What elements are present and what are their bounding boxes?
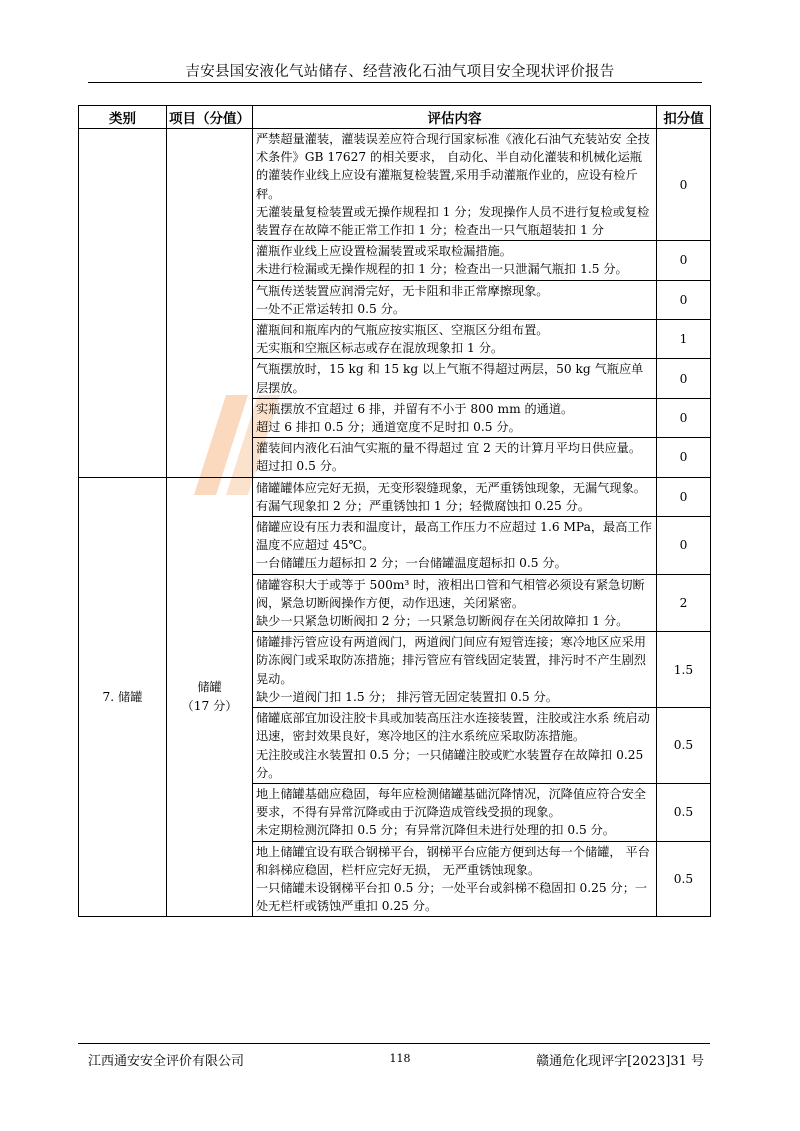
content-line: 储罐容积大于或等于 500m³ 时，液相出口管和气相管必须设有紧急切断阀，紧急切断阀操作方便，动作迅速，关闭紧密。 (256, 577, 645, 610)
content-cell (253, 632, 657, 708)
content-cell (253, 708, 657, 784)
content-cell (253, 241, 657, 280)
content-cell (253, 129, 657, 241)
content-cell (253, 841, 657, 917)
content-line: 灌瓶作业线上应设置检漏装置或采取检漏措施。 (256, 244, 512, 259)
content-cell (253, 783, 657, 841)
content-cell (253, 280, 657, 319)
content-cell (253, 574, 657, 632)
content-line: 缺少一只紧急切断阀扣 2 分；一只紧急切断阀存在关闭故障扣 1 分。 (256, 614, 629, 629)
deduction-cell: 0 (657, 398, 711, 437)
deduction-cell: 0.5 (657, 783, 711, 841)
content-line: 未进行检漏或无操作规程的扣 1 分；检查出一只泄漏气瓶扣 1.5 分。 (256, 262, 628, 277)
content-line: 储罐排污管应设有两道阀门，两道阀门间应有短管连接；寒冷地区应采用防冻阀门或采取防冻措施；排污管应有管线固定装置，排污时不产生剧烈晃动。 (256, 635, 646, 686)
deduction-cell: 1.5 (657, 632, 711, 708)
deduction-cell: 1 (657, 320, 711, 359)
content-cell (253, 517, 657, 575)
content-line: 严禁超量灌装，灌装误差应符合现行国家标准《液化石油气充装站安 全技术条件》GB 17627 的相关要求， 自动化、半自动化灌装和机械化运瓶 的灌装作业线上应设有灌瓶复检装置,采用手动灌瓶作业的，应设有检斤秤。 (256, 132, 650, 201)
header-title: 吉安县国安液化气站储存、经营液化石油气项目安全现状评价报告 (185, 64, 615, 80)
column-header-deduction: 扣分值 (657, 106, 711, 129)
content-line: 灌瓶间和瓶库内的气瓶应按实瓶区、空瓶区分组布置。 (256, 323, 549, 338)
content-cell (253, 398, 657, 437)
content-line: 地上储罐基础应稳固，每年应检测储罐基础沉降情况，沉降值应符合安全要求，不得有异常沉降或由于沉降造成管线受损的现象。 (256, 786, 646, 820)
column-header-item: 项目（分值） (167, 106, 253, 129)
table-body (79, 129, 711, 917)
category-cell (79, 129, 167, 478)
deduction-cell: 0 (657, 359, 711, 398)
header-rule (88, 82, 702, 83)
content-line: 未定期检测沉降扣 0.5 分；有异常沉降但未进行处理的扣 0.5 分。 (256, 823, 615, 838)
table-row (79, 477, 711, 516)
evaluation-table (78, 105, 711, 917)
content-line: 无实瓶和空瓶区标志或存在混放现象扣 1 分。 (256, 341, 504, 356)
content-line: 一处不正常运转扣 0.5 分。 (256, 301, 406, 316)
item-cell (167, 129, 253, 478)
table-header-row (79, 106, 711, 129)
content-line: 气瓶传送装置应润滑完好，无卡阻和非正常摩擦现象。 (256, 283, 549, 298)
content-line: 地上储罐宜设有联合钢梯平台，钢梯平台应能方便到达每一个储罐， 平台和斜梯应稳固，栏杆应完好无损， 无严重锈蚀现象。 (256, 844, 650, 877)
deduction-cell: 0 (657, 241, 711, 280)
content-cell (253, 359, 657, 398)
deduction-cell: 0.5 (657, 841, 711, 917)
deduction-cell: 0 (657, 517, 711, 575)
content-line: 实瓶摆放不宜超过 6 排，并留有不小于 800 mm 的通道。 (256, 401, 574, 416)
deduction-cell: 0 (657, 477, 711, 516)
column-header-content: 评估内容 (253, 106, 657, 129)
category-cell: 7. 储罐 (79, 477, 167, 917)
column-header-category: 类别 (79, 106, 167, 129)
content-cell (253, 320, 657, 359)
item-cell (167, 477, 253, 917)
content-cell (253, 477, 657, 516)
content-line: 储罐应设有压力表和温度计，最高工作压力不应超过 1.6 MPa，最高工作温度不应超过 45℃。 (256, 520, 652, 553)
footer-rule (78, 1043, 710, 1044)
content-cell (253, 438, 657, 477)
content-line: 储罐底部宜加设注胶卡具或加装高压注水连接装置，注胶或注水系 统启动迅速，密封效果良好，寒冷地区的注水系统应采取防冻措施。 (256, 711, 650, 744)
footer-page-number: 118 (389, 1052, 411, 1065)
content-line: 灌装间内液化石油气实瓶的量不得超过 宜 2 天的计算月平均日供应量。超过扣 0.5 分。 (256, 441, 642, 474)
content-line: 超过 6 排扣 0.5 分；通道宽度不足时扣 0.5 分。 (256, 420, 521, 435)
item-score: （17 分） (181, 698, 238, 713)
content-line: 无灌装量复检装置或无操作规程扣 1 分；发现操作人员不进行复检或复检装置存在故障不能正常工作扣 1 分；检查出一只气瓶超装扣 1 分 (256, 204, 650, 238)
footer-doc-number: 赣通危化现评字[2023]31 号 (536, 1054, 704, 1069)
content-line: 无注胶或注水装置扣 0.5 分；一只储罐注胶或贮水装置存在故障扣 0.25 分。 (256, 747, 644, 780)
content-line: 一只储罐未设钢梯平台扣 0.5 分；一处平台或斜梯不稳固扣 0.25 分；一处无栏杆或锈蚀严重扣 0.25 分。 (256, 880, 648, 914)
deduction-cell: 2 (657, 574, 711, 632)
content-line: 储罐罐体应完好无损，无变形裂缝现象，无严重锈蚀现象，无漏气现象。 (256, 480, 646, 495)
deduction-cell: 0 (657, 438, 711, 477)
table-row (79, 129, 711, 241)
content-line: 一台储罐压力超标扣 2 分；一台储罐温度超标扣 0.5 分。 (256, 556, 567, 571)
deduction-cell: 0 (657, 280, 711, 319)
content-line: 有漏气现象扣 2 分；严重锈蚀扣 1 分；轻微腐蚀扣 0.25 分。 (256, 498, 591, 513)
content-line: 缺少一道阀门扣 1.5 分； 排污管无固定装置扣 0.5 分。 (256, 689, 558, 704)
deduction-cell: 0.5 (657, 708, 711, 784)
content-line: 气瓶摆放时，15 kg 和 15 kg 以上气瓶不得超过两层，50 kg 气瓶应单层摆放。 (256, 362, 644, 395)
item-name: 储罐 (197, 679, 222, 694)
deduction-cell: 0 (657, 129, 711, 241)
footer-company: 江西通安安全评价有限公司 (88, 1054, 245, 1069)
